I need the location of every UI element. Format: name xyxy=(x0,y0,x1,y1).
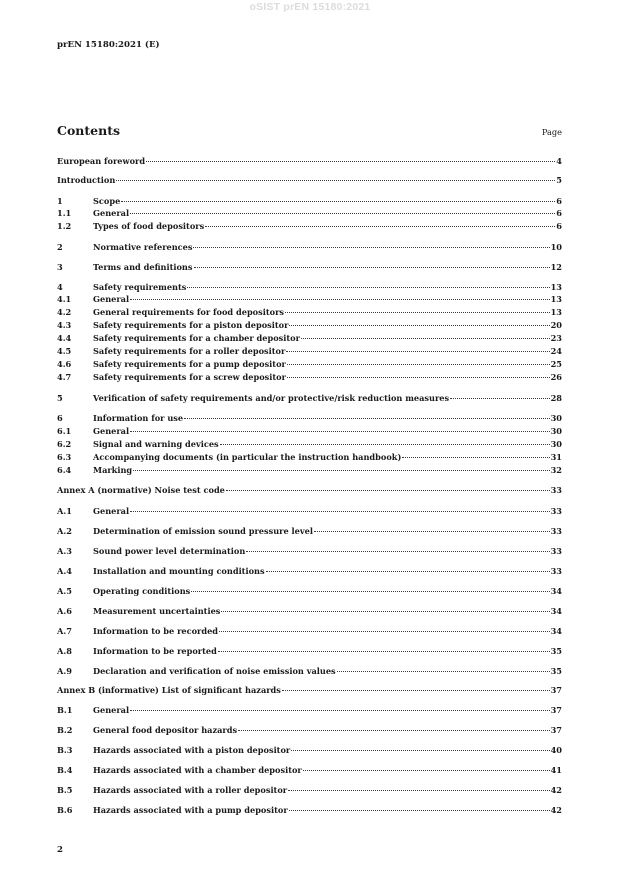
toc-entry-number: 1 xyxy=(57,196,63,206)
dot-leader xyxy=(303,770,550,771)
toc-entry-page: 33 xyxy=(550,566,562,576)
toc-entry-number: A.6 xyxy=(57,606,72,616)
toc-entry-number: B.6 xyxy=(57,805,73,815)
toc-entry-title: Normative references xyxy=(93,242,193,252)
toc-entry[interactable] xyxy=(57,293,562,305)
toc-entry-page: 33 xyxy=(550,526,562,536)
dot-leader xyxy=(450,398,549,399)
toc-entry[interactable] xyxy=(57,545,562,557)
toc-entry[interactable] xyxy=(57,724,562,736)
toc-entry-title: Installation and mounting conditions xyxy=(93,566,265,576)
toc-entry[interactable] xyxy=(57,804,562,816)
toc-entry-number: A.3 xyxy=(57,546,72,556)
toc-entry[interactable] xyxy=(57,484,562,496)
toc-entry[interactable] xyxy=(57,525,562,537)
toc-entry-number: 4.4 xyxy=(57,333,72,343)
toc-entry-page: 6 xyxy=(556,221,562,231)
dot-leader xyxy=(116,180,555,181)
dot-leader xyxy=(226,490,550,491)
toc-entry[interactable] xyxy=(57,281,562,293)
dot-leader xyxy=(220,444,550,445)
toc-entry-number: 4.7 xyxy=(57,372,72,382)
toc-entry-number: 4.2 xyxy=(57,307,72,317)
dot-leader xyxy=(221,611,549,612)
toc-entry-page: 30 xyxy=(550,439,562,449)
dot-leader xyxy=(287,364,550,365)
toc-entry-number: B.1 xyxy=(57,705,73,715)
toc-entry-title: Types of food depositors xyxy=(93,221,205,231)
toc-entry[interactable] xyxy=(57,261,562,273)
toc-entry-title: Accompanying documents (in particular the instruction handbook) xyxy=(93,452,402,462)
watermark: oSIST prEN 15180:2021 xyxy=(249,1,371,13)
dot-leader xyxy=(288,790,549,791)
toc-entry-title: European foreword xyxy=(57,156,146,166)
toc-entry-title: Information for use xyxy=(93,413,184,423)
dot-leader xyxy=(291,750,549,751)
toc-entry-page: 26 xyxy=(550,372,562,382)
toc-entry-page: 20 xyxy=(550,320,562,330)
toc-entry-page: 37 xyxy=(550,685,562,695)
toc-entry-page: 34 xyxy=(550,606,562,616)
toc-entry-number: A.4 xyxy=(57,566,72,576)
toc-entry[interactable] xyxy=(57,306,562,318)
toc-entry-title: Scope xyxy=(93,196,121,206)
toc-entry-page: 6 xyxy=(556,208,562,218)
toc-entry-number: B.2 xyxy=(57,725,73,735)
dot-leader xyxy=(133,470,549,471)
toc-entry[interactable] xyxy=(57,451,562,463)
dot-leader xyxy=(286,351,549,352)
toc-entry[interactable] xyxy=(57,220,562,232)
toc-entry-page: 28 xyxy=(550,393,562,403)
dot-leader xyxy=(314,531,550,532)
toc-entry-number: A.2 xyxy=(57,526,72,536)
toc-entry[interactable] xyxy=(57,625,562,637)
toc-entry-number: 4.6 xyxy=(57,359,72,369)
dot-leader xyxy=(289,810,550,811)
toc-entry-page: 37 xyxy=(550,725,562,735)
toc-entry[interactable] xyxy=(57,764,562,776)
toc-entry-page: 33 xyxy=(550,485,562,495)
toc-entry-page: 37 xyxy=(550,705,562,715)
dot-leader xyxy=(130,213,555,214)
toc-entry-page: 30 xyxy=(550,413,562,423)
toc-entry-page: 4 xyxy=(556,156,562,166)
toc-entry-number: 6.2 xyxy=(57,439,72,449)
toc-entry-title: Safety requirements for a chamber depositor xyxy=(93,333,300,343)
toc-entry-number: A.5 xyxy=(57,586,72,596)
toc-entry-title: Declaration and verification of noise emission values xyxy=(93,666,336,676)
toc-entry-number: 1.2 xyxy=(57,221,72,231)
dot-leader xyxy=(282,690,550,691)
toc-entry-title: Terms and definitions xyxy=(93,262,193,272)
toc-entry[interactable] xyxy=(57,425,562,437)
toc-entry-number: 1.1 xyxy=(57,208,72,218)
dot-leader xyxy=(205,226,555,227)
toc-entry-number: 3 xyxy=(57,262,63,272)
toc-entry-number: A.7 xyxy=(57,626,72,636)
toc-entry-number: 4 xyxy=(57,282,63,292)
dot-leader xyxy=(218,651,550,652)
toc-entry-number: 6.4 xyxy=(57,465,72,475)
toc-entry[interactable] xyxy=(57,744,562,756)
dot-leader xyxy=(266,571,550,572)
toc-entry-page: 35 xyxy=(550,666,562,676)
toc-entry-page: 42 xyxy=(550,785,562,795)
toc-entry[interactable] xyxy=(57,195,562,207)
dot-leader xyxy=(130,710,550,711)
dot-leader xyxy=(301,338,550,339)
toc-entry[interactable] xyxy=(57,358,562,370)
dot-leader xyxy=(238,730,550,731)
dot-leader xyxy=(130,431,550,432)
toc-entry-page: 5 xyxy=(556,175,562,185)
dot-leader xyxy=(219,631,550,632)
toc-entry[interactable] xyxy=(57,319,562,331)
dot-leader xyxy=(246,551,549,552)
toc-entry-page: 30 xyxy=(550,426,562,436)
toc-entry-title: General xyxy=(93,208,130,218)
toc-entry-title: Measurement uncertainties xyxy=(93,606,221,616)
dot-leader xyxy=(289,325,549,326)
toc-entry-number: 5 xyxy=(57,393,63,403)
toc-entry-page: 13 xyxy=(550,294,562,304)
toc-entry-number: 4.5 xyxy=(57,346,72,356)
toc-entry-title: Hazards associated with a piston depositor xyxy=(93,745,291,755)
toc-entry-number: 6.1 xyxy=(57,426,72,436)
toc-entry[interactable] xyxy=(57,174,562,186)
toc-entry-page: 23 xyxy=(550,333,562,343)
dot-leader xyxy=(193,247,549,248)
toc-entry[interactable] xyxy=(57,464,562,476)
toc-entry-page: 24 xyxy=(550,346,562,356)
toc-entry-title: Hazards associated with a pump depositor xyxy=(93,805,288,815)
toc-entry-title: General xyxy=(93,506,130,516)
toc-entry-title: Marking xyxy=(93,465,133,475)
dot-leader xyxy=(402,457,549,458)
dot-leader xyxy=(287,377,550,378)
toc-entry-title: Introduction xyxy=(57,175,116,185)
toc-entry-number: 2 xyxy=(57,242,63,252)
toc-entry-title: Safety requirements for a roller depositor xyxy=(93,346,286,356)
toc-entry-title: Safety requirements for a pump depositor xyxy=(93,359,286,369)
toc-entry-title: Operating conditions xyxy=(93,586,191,596)
toc-entry-page: 6 xyxy=(556,196,562,206)
toc-entry[interactable] xyxy=(57,371,562,383)
dot-leader xyxy=(130,511,550,512)
toc-entry-page: 41 xyxy=(550,765,562,775)
toc-entry-title: Annex A (normative) Noise test code xyxy=(57,485,225,495)
dot-leader xyxy=(337,671,550,672)
toc-entry-title: Sound power level determination xyxy=(93,546,246,556)
toc-entry[interactable] xyxy=(57,392,562,404)
dot-leader xyxy=(184,418,549,419)
toc-entry[interactable] xyxy=(57,438,562,450)
page-number: 2 xyxy=(57,845,63,855)
toc-entry-page: 33 xyxy=(550,546,562,556)
toc-entry-number: A.1 xyxy=(57,506,72,516)
toc-entry[interactable] xyxy=(57,241,562,253)
toc-entry[interactable] xyxy=(57,784,562,796)
toc-entry-page: 40 xyxy=(550,745,562,755)
toc-entry[interactable] xyxy=(57,412,562,424)
toc-entry-number: A.9 xyxy=(57,666,72,676)
toc-entry-title: Annex B (informative) List of significant hazards xyxy=(57,685,281,695)
toc-entry[interactable] xyxy=(57,565,562,577)
toc-entry-page: 31 xyxy=(550,452,562,462)
toc-entry-page: 32 xyxy=(550,465,562,475)
toc-entry-title: General xyxy=(93,426,130,436)
toc-entry[interactable] xyxy=(57,345,562,357)
toc-entry[interactable] xyxy=(57,645,562,657)
toc-entry-number: 6 xyxy=(57,413,63,423)
toc-entry[interactable] xyxy=(57,704,562,716)
toc-entry-title: Safety requirements for a piston depositor xyxy=(93,320,289,330)
toc-entry-title: General food depositor hazards xyxy=(93,725,238,735)
toc-entry-number: B.4 xyxy=(57,765,73,775)
dot-leader xyxy=(187,287,549,288)
dot-leader xyxy=(285,312,550,313)
toc-entry-number: 4.1 xyxy=(57,294,72,304)
toc-entry[interactable] xyxy=(57,332,562,344)
dot-leader xyxy=(130,299,550,300)
toc-entry[interactable] xyxy=(57,585,562,597)
dot-leader xyxy=(121,201,555,202)
toc-entry-title: Determination of emission sound pressure level xyxy=(93,526,313,536)
toc-entry-page: 34 xyxy=(550,586,562,596)
page-column-label: Page xyxy=(541,127,562,137)
toc-entry-title: Hazards associated with a roller depositor xyxy=(93,785,288,795)
toc-entry-page: 10 xyxy=(550,242,562,252)
toc-entry-page: 42 xyxy=(550,805,562,815)
dot-leader xyxy=(191,591,549,592)
toc-entry[interactable] xyxy=(57,155,562,167)
toc-entry-page: 12 xyxy=(550,262,562,272)
toc-entry-page: 13 xyxy=(550,307,562,317)
toc-entry-title: Signal and warning devices xyxy=(93,439,219,449)
toc-entry-title: Information to be recorded xyxy=(93,626,219,636)
toc-entry-title: Verification of safety requirements and/or protective/risk reduction measures xyxy=(93,393,450,403)
toc-entry-number: B.3 xyxy=(57,745,73,755)
toc-entry-title: General requirements for food depositors xyxy=(93,307,285,317)
contents-heading: Contents xyxy=(57,123,121,138)
toc-entry-number: B.5 xyxy=(57,785,73,795)
document-id: prEN 15180:2021 (E) xyxy=(57,40,160,50)
toc-entry-page: 13 xyxy=(550,282,562,292)
toc-entry[interactable] xyxy=(57,605,562,617)
toc-entry-title: General xyxy=(93,294,130,304)
toc-entry-title: Hazards associated with a chamber depositor xyxy=(93,765,302,775)
toc-entry-page: 35 xyxy=(550,646,562,656)
toc-entry-title: Safety requirements xyxy=(93,282,187,292)
toc-entry-title: General xyxy=(93,705,130,715)
toc-entry-page: 25 xyxy=(550,359,562,369)
toc-entry-title: Safety requirements for a screw depositor xyxy=(93,372,286,382)
toc-entry[interactable] xyxy=(57,207,562,219)
toc-entry-page: 34 xyxy=(550,626,562,636)
dot-leader xyxy=(194,267,550,268)
toc-entry[interactable] xyxy=(57,665,562,677)
toc-entry-number: 6.3 xyxy=(57,452,72,462)
toc-entry[interactable] xyxy=(57,505,562,517)
toc-entry-number: 4.3 xyxy=(57,320,72,330)
toc-entry[interactable] xyxy=(57,684,562,696)
dot-leader xyxy=(146,161,555,162)
toc-entry-title: Information to be reported xyxy=(93,646,217,656)
toc-entry-number: A.8 xyxy=(57,646,72,656)
toc-entry-page: 33 xyxy=(550,506,562,516)
